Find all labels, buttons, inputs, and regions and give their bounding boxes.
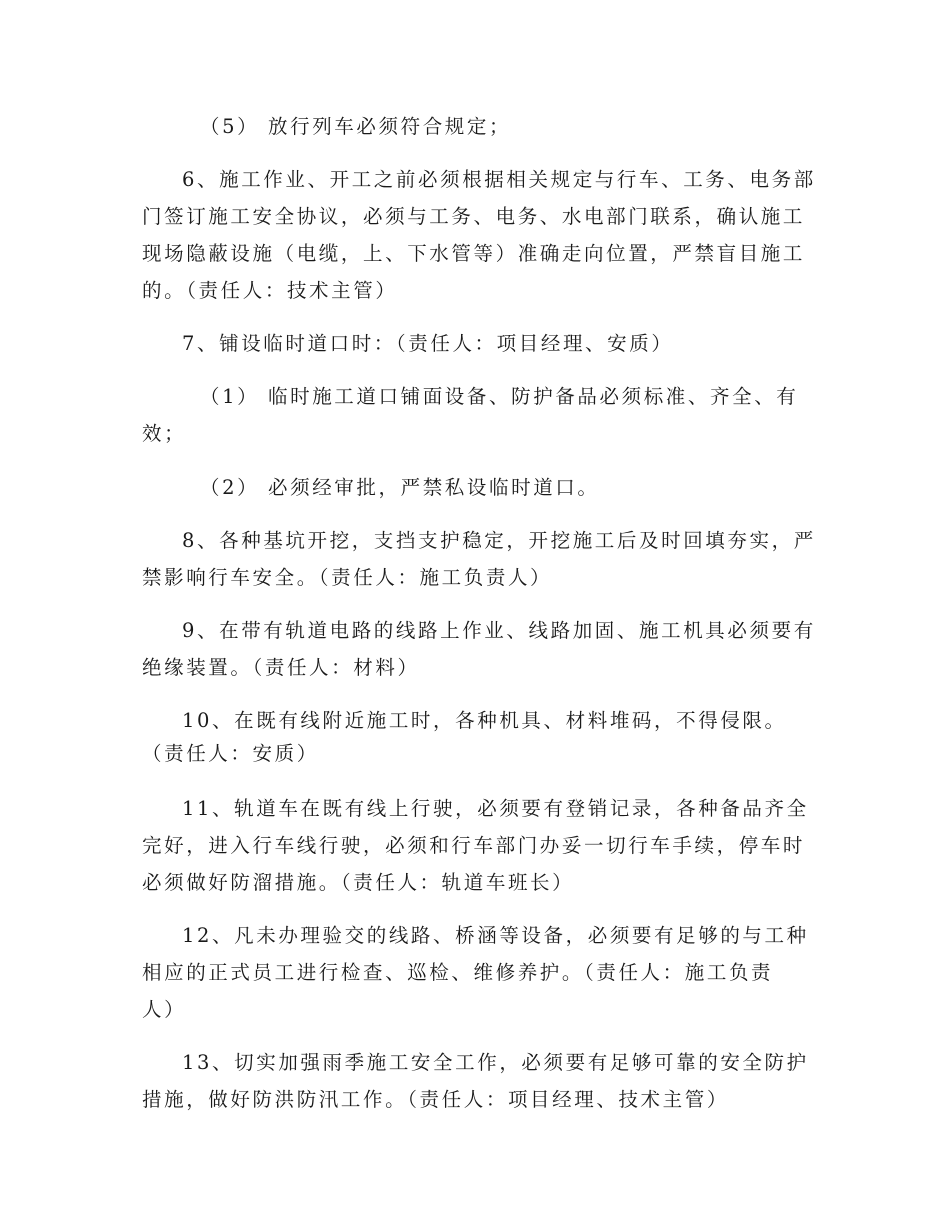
item-5-line: （5） 放行列车必须符合规定；	[200, 115, 512, 138]
item-10-line-2: （责任人：安质）	[142, 742, 319, 765]
item-9-line-1: 9、在带有轨道电路的线路上作业、线路加固、施工机具必须要有	[182, 619, 816, 642]
item-9-line-2: 绝缘装置。（责任人：材料）	[142, 656, 420, 679]
item-12-line-3: 人）	[142, 998, 187, 1021]
item-7-line: 7、铺设临时道口时：（责任人：项目经理、安质）	[182, 332, 674, 355]
item-12-line-1: 12、凡未办理验交的线路、桥涵等设备，必须要有足够的与工种	[182, 924, 809, 947]
item-6-line-3: 现场隐蔽设施（电缆，上、下水管等）准确走向位置，严禁盲目施工	[142, 242, 806, 265]
item-11-line-3: 必须做好防溜措施。（责任人：轨道车班长）	[142, 871, 575, 894]
item-7-2-line: （2） 必须经审批，严禁私设临时道口。	[200, 476, 600, 499]
item-7-1-line-1: （1） 临时施工道口铺面设备、防护备品必须标准、齐全、有	[200, 385, 799, 408]
item-7-1-line-2: 效；	[142, 422, 187, 445]
item-6-line-4: 的。（责任人：技术主管）	[142, 279, 398, 302]
item-12-line-2: 相应的正式员工进行检查、巡检、维修养护。（责任人：施工负责	[142, 961, 774, 984]
item-6-line-1: 6、施工作业、开工之前必须根据相关规定与行车、工务、电务部	[182, 168, 816, 191]
item-10-line-1: 10、在既有线附近施工时，各种机具、材料堆码，不得侵限。	[182, 709, 787, 732]
item-6-line-2: 门签订施工安全协议，必须与工务、电务、水电部门联系，确认施工	[142, 205, 806, 228]
item-8-line-1: 8、各种基坑开挖，支挡支护稳定，开挖施工后及时回填夯实，严	[182, 529, 816, 552]
item-11-line-2: 完好，进入行车线行驶，必须和行车部门办妥一切行车手续，停车时	[142, 834, 806, 857]
item-13-line-2: 措施，做好防洪防汛工作。（责任人：项目经理、技术主管）	[142, 1088, 729, 1111]
item-11-line-1: 11、轨道车在既有线上行驶，必须要有登销记录，各种备品齐全	[182, 797, 809, 820]
item-13-line-1: 13、切实加强雨季施工安全工作，必须要有足够可靠的安全防护	[182, 1051, 809, 1074]
item-8-line-2: 禁影响行车安全。（责任人：施工负责人）	[142, 566, 553, 589]
